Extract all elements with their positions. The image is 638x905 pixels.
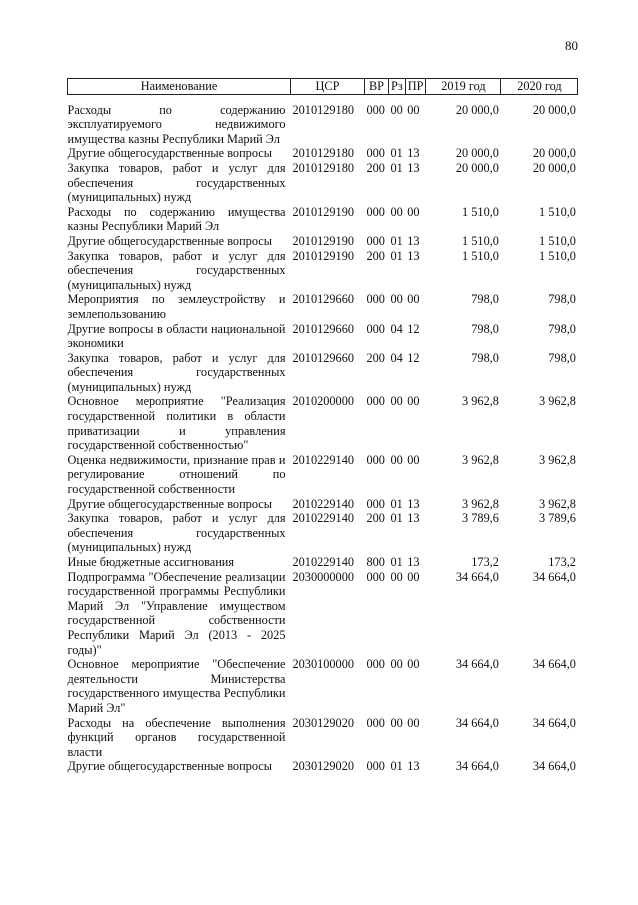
row-pr: 00 [407, 569, 420, 584]
table-row [68, 234, 578, 249]
row-pr: 00 [407, 452, 420, 467]
row-name: Другие общегосударственные вопросы [67, 496, 272, 511]
table-row [68, 146, 578, 161]
row-csr: 2010129190 [292, 233, 354, 248]
row-vr: 000 [366, 715, 385, 730]
row-vr: 000 [366, 233, 385, 248]
row-pr: 00 [407, 292, 420, 307]
row-rz: 04 [390, 350, 403, 365]
row-value-2020: 173,2 [548, 555, 576, 569]
row-rz: 01 [390, 146, 403, 161]
row-value-2019: 3 962,8 [462, 394, 499, 409]
row-csr: 2010229140 [292, 452, 354, 467]
row-rz: 00 [390, 657, 403, 672]
row-pr: 00 [407, 715, 420, 730]
table-row [68, 292, 578, 321]
row-pr: 13 [407, 496, 420, 511]
row-vr: 000 [366, 102, 385, 117]
row-pr: 13 [407, 248, 420, 263]
row-csr: 2010229140 [292, 555, 354, 569]
row-pr: 13 [407, 160, 420, 175]
row-pr: 13 [407, 511, 420, 526]
row-vr: 000 [366, 204, 385, 219]
header-2020: 2020 год [501, 79, 578, 95]
header-rz: Рз [389, 79, 406, 95]
row-pr: 00 [407, 394, 420, 409]
table-row [68, 759, 578, 774]
row-value-2019: 1 510,0 [462, 204, 499, 219]
row-value-2019: 1 510,0 [462, 248, 499, 263]
row-csr: 2030000000 [292, 569, 354, 584]
row-name: Закупка товаров, работ и услуг для обеспечения государственных (муниципальных) нужд [67, 511, 286, 555]
page-number: 80 [565, 38, 578, 53]
header-2019: 2019 год [426, 79, 501, 95]
row-csr: 2030100000 [292, 657, 354, 672]
row-pr: 00 [407, 102, 420, 117]
table-row [68, 511, 578, 555]
row-name: Закупка товаров, работ и услуг для обеспечения государственных (муниципальных) нужд [67, 160, 286, 205]
table-row [68, 161, 578, 205]
table-row [68, 351, 578, 395]
row-value-2019: 798,0 [471, 321, 499, 336]
header-pr: ПР [405, 79, 426, 95]
row-value-2020: 34 664,0 [532, 657, 576, 672]
row-value-2019: 173,2 [471, 555, 499, 569]
row-value-2019: 3 962,8 [462, 496, 499, 511]
table-row [68, 322, 578, 351]
row-value-2019: 3 962,8 [462, 452, 499, 467]
table-header-row [68, 79, 578, 95]
row-name: Другие общегосударственные вопросы [67, 146, 272, 161]
row-value-2020: 3 789,6 [539, 511, 576, 526]
row-rz: 00 [390, 569, 403, 584]
row-csr: 2010229140 [292, 511, 354, 526]
row-rz: 01 [390, 160, 403, 175]
row-csr: 2010229140 [292, 496, 354, 511]
row-rz: 00 [390, 102, 403, 117]
row-value-2019: 1 510,0 [462, 233, 499, 248]
header-vr: ВР [365, 79, 389, 95]
row-pr: 00 [407, 657, 420, 672]
row-value-2020: 34 664,0 [532, 715, 576, 730]
row-name: Оценка недвижимости, признание прав и регулирование отношений по государственной собственности [67, 452, 286, 497]
table-row [68, 555, 578, 570]
row-csr: 2010129660 [292, 321, 354, 336]
row-rz: 00 [390, 292, 403, 307]
row-pr: 12 [407, 321, 420, 336]
row-value-2019: 20 000,0 [455, 146, 499, 161]
row-rz: 00 [390, 452, 403, 467]
row-name: Основное мероприятие "Реализация государственной политики в области приватизации и управления государственной собственностью" [67, 394, 286, 453]
row-rz: 01 [390, 511, 403, 526]
row-value-2020: 1 510,0 [539, 248, 576, 263]
row-rz: 01 [390, 233, 403, 248]
table-row [68, 453, 578, 497]
row-value-2020: 798,0 [548, 292, 576, 307]
row-rz: 01 [390, 555, 403, 569]
row-value-2019: 798,0 [471, 292, 499, 307]
row-csr: 2010200000 [292, 394, 354, 409]
row-value-2019: 20 000,0 [455, 102, 499, 117]
row-rz: 01 [390, 248, 403, 263]
row-pr: 00 [407, 204, 420, 219]
row-value-2020: 34 664,0 [532, 759, 576, 774]
row-rz: 00 [390, 394, 403, 409]
row-pr: 13 [407, 233, 420, 248]
row-pr: 13 [407, 555, 420, 569]
row-csr: 2010129190 [292, 248, 354, 263]
row-pr: 13 [407, 759, 420, 774]
row-vr: 200 [366, 350, 385, 365]
row-vr: 000 [366, 292, 385, 307]
row-name: Закупка товаров, работ и услуг для обеспечения государственных (муниципальных) нужд [67, 350, 286, 394]
row-name: Иные бюджетные ассигнования [67, 555, 235, 569]
row-vr: 000 [366, 657, 385, 672]
row-vr: 200 [366, 248, 385, 263]
row-value-2019: 34 664,0 [455, 715, 499, 730]
row-csr: 2010129180 [292, 102, 354, 117]
table-row [68, 570, 578, 658]
row-value-2020: 798,0 [548, 350, 576, 365]
row-vr: 000 [366, 569, 385, 584]
row-name: Другие общегосударственные вопросы [67, 759, 272, 774]
row-vr: 200 [366, 160, 385, 175]
row-csr: 2030129020 [292, 715, 354, 730]
row-vr: 800 [366, 555, 385, 569]
row-name: Другие общегосударственные вопросы [67, 233, 272, 248]
row-value-2019: 798,0 [471, 350, 499, 365]
table-row [68, 716, 578, 760]
row-value-2020: 20 000,0 [532, 102, 576, 117]
row-name: Мероприятия по землеустройству и землепользованию [67, 292, 286, 321]
row-vr: 000 [366, 452, 385, 467]
row-value-2019: 34 664,0 [455, 759, 499, 774]
row-vr: 200 [366, 511, 385, 526]
row-name: Расходы по содержанию имущества казны Республики Марий Эл [67, 204, 286, 234]
row-csr: 2010129660 [292, 292, 354, 307]
table-row [68, 497, 578, 512]
row-vr: 000 [366, 146, 385, 161]
row-name: Другие вопросы в области национальной экономики [67, 321, 286, 351]
row-rz: 01 [390, 496, 403, 511]
row-rz: 00 [390, 715, 403, 730]
row-csr: 2010129180 [292, 146, 354, 161]
table-row [68, 205, 578, 234]
row-rz: 01 [390, 759, 403, 774]
row-vr: 000 [366, 496, 385, 511]
row-value-2019: 20 000,0 [455, 160, 499, 175]
row-rz: 00 [390, 204, 403, 219]
row-name: Закупка товаров, работ и услуг для обеспечения государственных (муниципальных) нужд [67, 248, 286, 292]
row-value-2020: 3 962,8 [539, 452, 576, 467]
row-pr: 13 [407, 146, 420, 161]
row-name: Расходы по содержанию эксплуатируемого недвижимого имущества казны Республики Марий Эл [67, 102, 286, 146]
row-pr: 12 [407, 350, 420, 365]
row-value-2020: 3 962,8 [539, 496, 576, 511]
row-csr: 2010129180 [292, 160, 354, 175]
row-csr: 2010129190 [292, 204, 354, 219]
header-name: Наименование [68, 79, 291, 95]
row-name: Подпрограмма "Обеспечение реализации государственной программы Республики Марий Эл "Управление имуществом государственной собственности Республики Марий Эл (2013 - 2025 годы)" [67, 569, 286, 657]
row-value-2020: 20 000,0 [532, 160, 576, 175]
row-value-2019: 34 664,0 [455, 569, 499, 584]
row-csr: 2030129020 [292, 759, 354, 774]
table-row [68, 394, 578, 452]
row-value-2020: 1 510,0 [539, 204, 576, 219]
budget-table [67, 78, 578, 774]
row-value-2020: 798,0 [548, 321, 576, 336]
row-vr: 000 [366, 759, 385, 774]
row-value-2019: 34 664,0 [455, 657, 499, 672]
row-value-2020: 1 510,0 [539, 233, 576, 248]
table-row [68, 94, 578, 146]
header-csr: ЦСР [291, 79, 365, 95]
row-name: Расходы на обеспечение выполнения функций органов государственной власти [67, 715, 286, 759]
table-body [68, 94, 578, 774]
row-vr: 000 [366, 321, 385, 336]
row-value-2020: 3 962,8 [539, 394, 576, 409]
row-rz: 04 [390, 321, 403, 336]
table-row [68, 249, 578, 293]
table-row [68, 657, 578, 715]
row-vr: 000 [366, 394, 385, 409]
row-csr: 2010129660 [292, 350, 354, 365]
row-value-2020: 20 000,0 [532, 146, 576, 161]
row-name: Основное мероприятие "Обеспечение деятельности Министерства государственного имущества Республики Марий Эл" [67, 657, 286, 715]
row-value-2019: 3 789,6 [462, 511, 499, 526]
row-value-2020: 34 664,0 [532, 569, 576, 584]
